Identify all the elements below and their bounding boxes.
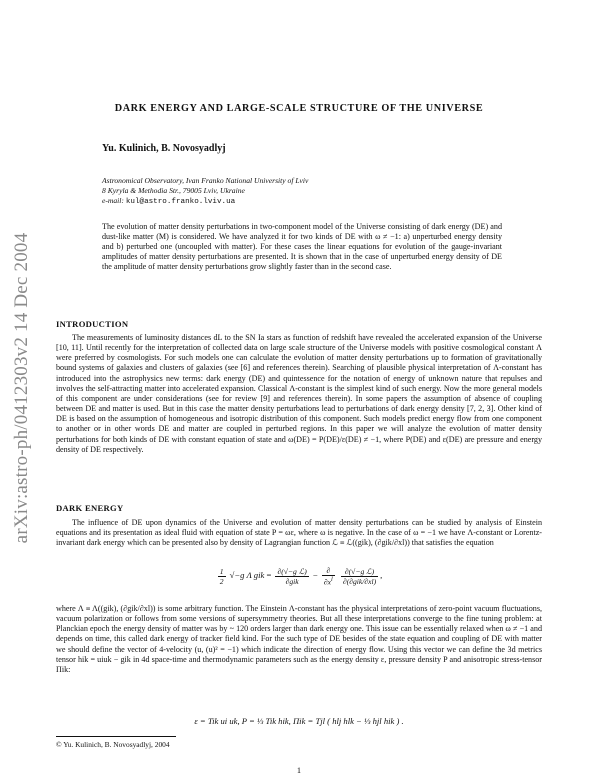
equation-energy-pressure-stress: ε = Tik ui uk, P = ⅓ Tik hik, Πik = Tjl ( hlj hlk − ⅓ hjl hik ) . — [194, 716, 404, 726]
paper-authors: Yu. Kulinich, B. Novosyadlyj — [102, 143, 226, 154]
paper-title: DARK ENERGY AND LARGE-SCALE STRUCTURE OF THE UNIVERSE — [114, 103, 484, 114]
eq1-first-numerator: ∂(√−g ℒ) — [277, 566, 307, 576]
introduction-paragraph — [56, 333, 542, 455]
affiliation-line-2: 8 Kyryla & Methodia Str., 79005 Lviv, Ukraine — [102, 186, 245, 195]
abstract: The evolution of matter density perturbations in two-component model of the Universe consisting of dark energy (DE) and dust-like matter (M) is considered. We have analyzed it for two kinds of DE with ω ≠ −1: a) unperturbed energy density and b) perturbed one (uncoupled with matter). For these cases the linear equations for evolution of the gauge-invariant amplitudes of matter density perturbations are presented. It is shown that in the case of unperturbed energy density of DE the amplitude of matter density perturbations grow slightly faster than in the second case. — [102, 222, 502, 272]
equation-lagrangian: $\frac{1}{2}$ √−g Λ gik = $\frac{\text{∂(√−g ℒ)}}{\text{∂gik}}$ − $\frac{\partial}{\partial x^l}$ $\frac{\text{∂(√−g ℒ)}}{\text{∂(∂gik/∂xl)}}$ , — [219, 566, 383, 587]
dark-energy-paragraph-2 — [56, 604, 542, 675]
arxiv-sidebar-stamp — [0, 0, 44, 776]
dark-energy-text-1: The influence of DE upon dynamics of the Universe and evolution of matter density perturbations can be studied by analysis of Einstein equations and its presentation as ideal fluid with equation of state P = ωε, where ω is negative. In the case of ω = −1 we have Λ-constant or Lorentz-invariant dark energy which can be presented also by density of Lagrangian function ℒ ≡ ℒ((gik), (∂gik/∂xl)) that satisfies the equation — [56, 518, 542, 548]
page-number: 1 — [296, 766, 302, 775]
eq1-second-denominator: ∂(∂gik/∂xl) — [342, 576, 377, 586]
dark-energy-text-2: where Λ ≡ Λ((gik), (∂gik/∂xl)) is some arbitrary function. The Einstein Λ-constant has the physical interpretations of zero-point vacuum fluctuations, vacuum polarization or follows from some versions of supersymmetry theories. But all these interpretations converge to the fine tuning problem: at Planckian epoch the energy density of matter was by ~ 120 orders larger than dark energy one. This issue can be essentially relaxed when ω ≠ −1 and depends on time, this called dark energy of tracker field kind. For the such type of DE besides of the state equation and coupling of DE with matter we should define the vector of 4-velocity (u, (u)² = −1) which indicate the direction of energy flow. Using this vector we can define the 3d metrics tensor hik = uiuk − gik in 4d space-time and thermodynamic parameters such as the energy density ε, pressure density P and anisotropic stress-tensor Πik: — [56, 604, 542, 674]
paper-page — [56, 0, 542, 776]
eq1-lhs: √−g Λ gik — [229, 570, 265, 581]
eq1-second-numerator: ∂(√−g ℒ) — [341, 567, 378, 577]
email-address[interactable]: kul@astro.franko.lviv.ua — [125, 198, 236, 206]
introduction-text: The measurements of luminosity distances dL to the SN Ia stars as function of redshift have revealed the accelerated expansion of the Universe [10, 11]. Until recently for the interpretation of collected data on large scale structure of the Universe models with positive cosmological constant Λ were preferred by cosmologists. For such models one can calculate the evolution of matter density perturbations up to formation of gravitationally bound systems of galaxies and clusters of galaxies (see [6] and references therein). Searching of plausible physical interpretation of Λ-constant has introduced into the astrophysics new terms: dark energy (DE) and quintessence for the notation of energy of unknown nature that repulses and involves the self-attracting matter into accelerated expansion. Classical Λ-constant is the simplest kind of such energy. Now the more general models of this component are under considerations (see for review [9] and references therein). In some papers the assumption of absence of coupling between DE and matter is used. But in this case the matter density perturbations lead to perturbations of dark energy density [7, 2, 3]. Other kind of DE is based on the assumption of homogeneous and isotropic distribution of this component. Such models predict energy flow from one component to another or in other words DE and matter are coupled in perturbed regions. In this paper we will analyze the evolution of matter density perturbations for both kinds of DE with constant equation of state and ω(DE) = P(DE)/ε(DE) ≠ −1, where P(DE) and ε(DE) are pressure and energy density of DE respectively. — [56, 333, 542, 454]
arxiv-identifier: arXiv:astro-ph/0412303v2 14 Dec 2004 — [11, 232, 32, 544]
email-label: e-mail: — [102, 196, 124, 205]
dark-energy-paragraph-1 — [56, 518, 542, 548]
affiliation-line-1: Astronomical Observatory, Ivan Franko National University of Lviv — [102, 176, 309, 185]
copyright-notice: © Yu. Kulinich, B. Novosyadlyj, 2004 — [56, 740, 170, 749]
footnote-rule — [56, 736, 176, 737]
eq1-half: $\frac{1}{2}$ — [219, 566, 224, 586]
eq1-first-term — [275, 567, 308, 586]
affiliation-block — [102, 176, 308, 207]
eq1-partial-x: $\frac{\partial}{\partial x^l}$ — [323, 566, 333, 587]
affiliation-email — [102, 196, 308, 207]
section-heading-dark-energy: DARK ENERGY — [56, 503, 124, 513]
eq1-second-term — [341, 567, 378, 586]
eq1-first-denominator: ∂gik — [285, 576, 299, 586]
section-heading-introduction: INTRODUCTION — [56, 319, 129, 329]
